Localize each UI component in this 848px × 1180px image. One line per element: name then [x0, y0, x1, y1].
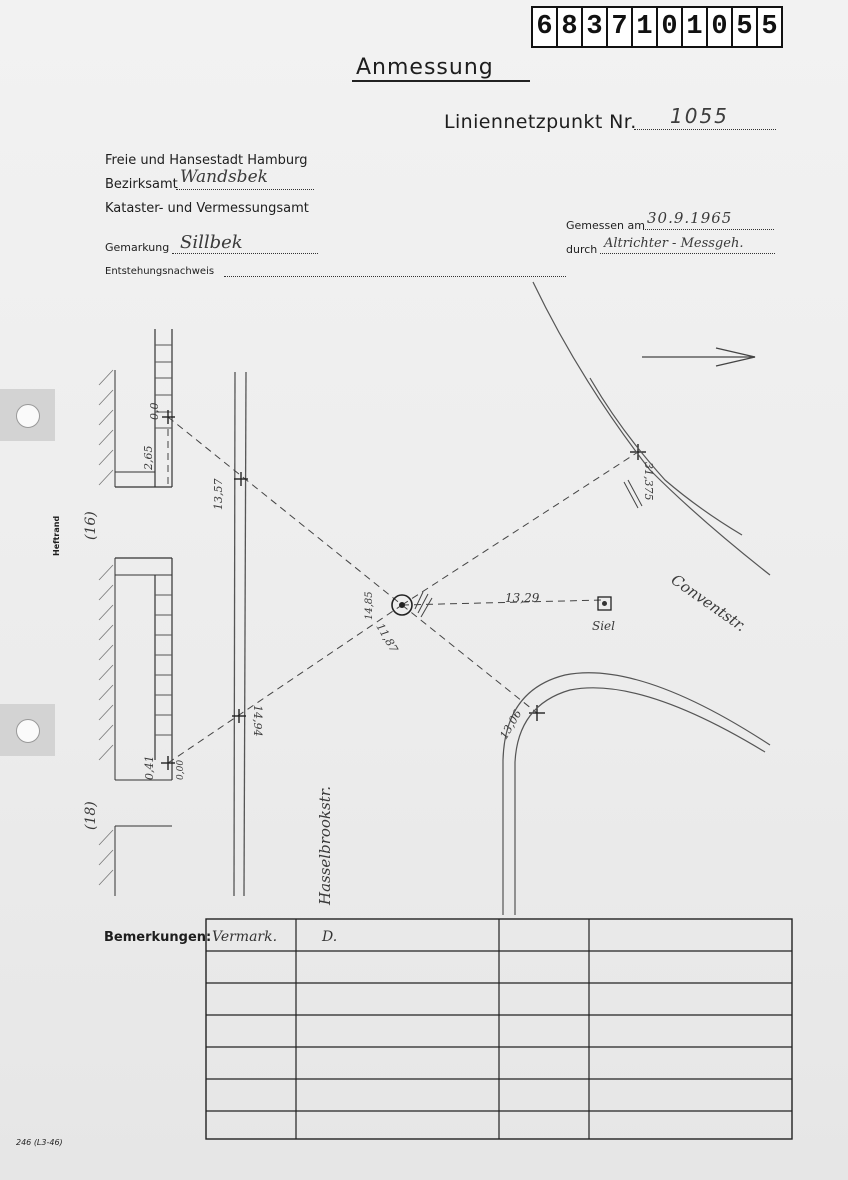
- point-number-value: 1055: [670, 104, 729, 128]
- stamp-digit: 7: [606, 6, 633, 48]
- label-1187: 11,87: [373, 621, 401, 655]
- label-041: 0,41: [143, 755, 156, 780]
- page-title: Anmessung: [356, 55, 494, 80]
- stamp-digit: 1: [631, 6, 658, 48]
- stamp-digit: 0: [706, 6, 733, 48]
- brick-hatching-lower: [155, 595, 172, 735]
- property-hatch-lower: [99, 565, 113, 885]
- point-number-label: Liniennetzpunkt Nr.: [444, 111, 637, 133]
- label-265: 2,65: [142, 445, 155, 470]
- gemarkung-label: Gemarkung: [105, 241, 170, 254]
- label-siel: Siel: [592, 619, 615, 633]
- remarks-table: [205, 918, 793, 1140]
- street-line-right: [244, 372, 246, 896]
- stamp-digit: 6: [531, 6, 558, 48]
- measured-by-value: Altrichter - Messgeh.: [604, 236, 744, 251]
- measured-date-value: 30.9.1965: [647, 209, 733, 227]
- street-name-hasselbrookstr: Hasselbrookstr.: [316, 785, 334, 905]
- curb-hatch: [624, 480, 642, 508]
- label-1485: 14,85: [364, 591, 375, 620]
- heftrand-label: Heftrand: [52, 515, 61, 556]
- stamp-digit: 0: [656, 6, 683, 48]
- label-1329: 13,29: [505, 591, 540, 605]
- stamp-digit: 5: [731, 6, 758, 48]
- marker-crosses: [161, 410, 646, 770]
- form-code: 246 (L3-46): [16, 1138, 63, 1147]
- label-1494: 14,94: [251, 705, 264, 737]
- street-name-conventstr: Conventstr.: [667, 570, 750, 636]
- remarks-label: Bemerkungen:: [104, 930, 212, 945]
- survey-point-center: [399, 602, 405, 608]
- authority-line: Freie und Hansestadt Hamburg: [105, 153, 308, 168]
- gemarkung-value: Sillbek: [180, 232, 243, 253]
- district-value: Wandsbek: [180, 167, 268, 187]
- label-31375: 31,375: [642, 462, 655, 501]
- measured-date-label: Gemessen am: [566, 219, 645, 232]
- measured-by-label: durch: [566, 243, 598, 256]
- label-16: (16): [83, 511, 99, 540]
- street-line-left: [234, 372, 235, 896]
- label-001-top: 0,0: [148, 402, 161, 420]
- label-1357: 13,57: [212, 478, 225, 510]
- origin-label: Entstehungsnachweis: [105, 266, 215, 277]
- remark-cell-1: Vermark.: [212, 929, 278, 945]
- corner-curb-inner: [515, 688, 765, 915]
- stamp-digit: 1: [681, 6, 708, 48]
- office-label: Kataster- und Vermessungsamt: [105, 201, 309, 216]
- stamp-digit: 3: [581, 6, 608, 48]
- property-hatch-upper: [99, 370, 113, 485]
- conventstr-edge-lower: [590, 378, 742, 535]
- stamp-digit: 5: [756, 6, 783, 48]
- corner-curb-outer: [503, 673, 770, 915]
- stamp-digit: 8: [556, 6, 583, 48]
- remark-cell-2: D.: [322, 929, 338, 945]
- label-1306: 13,06: [497, 707, 525, 742]
- label-000-bottom: 0,00: [176, 759, 186, 780]
- district-label: Bezirksamt: [105, 177, 178, 192]
- label-18: (18): [83, 801, 99, 830]
